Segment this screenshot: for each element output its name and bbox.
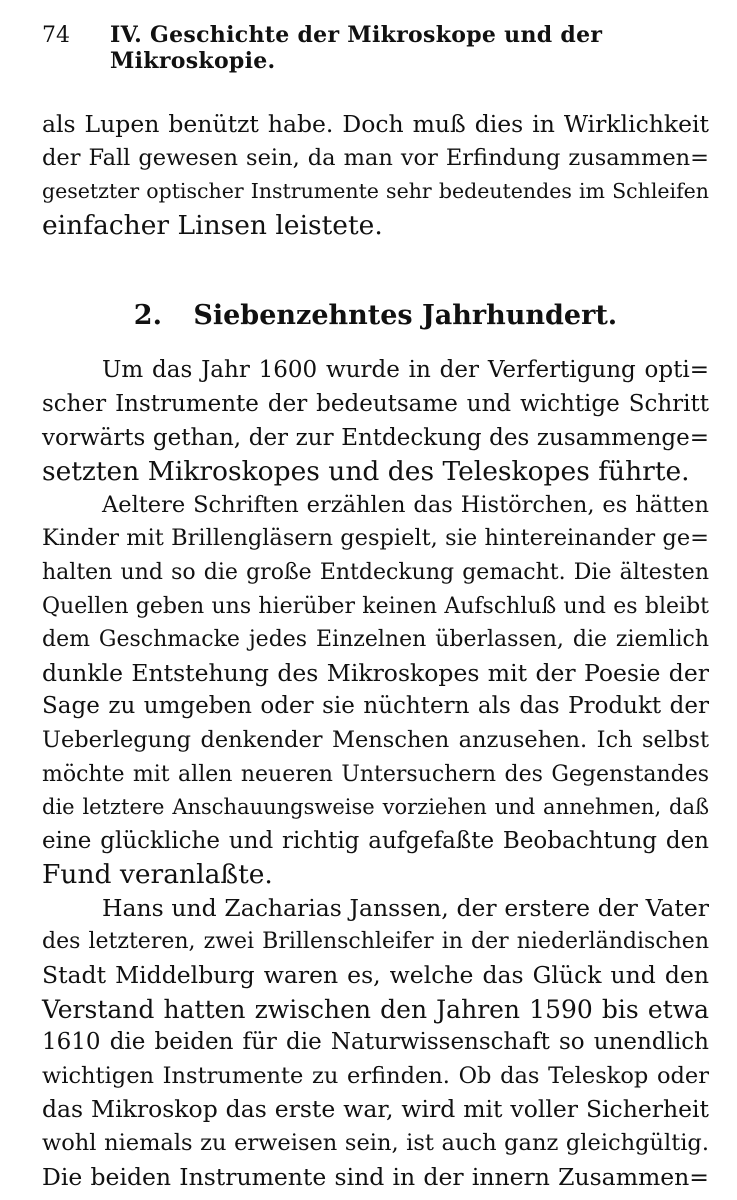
text-line: Aeltere Schriften erzählen das Histörchen, es hätten [102, 491, 709, 518]
text-line: wohl niemals zu erweisen sein, ist auch ganz gleichgültig. [42, 1130, 709, 1157]
running-title: IV. Geschichte der Mikroskope und der Mikroskopie. [110, 22, 603, 74]
text-line: gesetzter optischer Instrumente sehr bedeutendes im Schleifen [42, 179, 709, 204]
text-line: Fund veranlaßte. [42, 859, 273, 891]
text-line: vorwärts gethan, der zur Entdeckung des zusammenge= [42, 424, 709, 451]
text-line: Ueberlegung denkender Menschen anzusehen. Ich selbst [42, 726, 709, 753]
text-line: setzten Mikroskopes und des Teleskopes führte. [42, 456, 690, 488]
text-line: die letztere Anschauungsweise vorziehen und annehmen, daß [42, 795, 709, 820]
section-number: 2. [133, 300, 162, 332]
text-line: der Fall gewesen sein, da man vor Erfindung zusammen= [42, 144, 709, 171]
text-line: Quellen geben uns hierüber keinen Aufschluß und es bleibt [42, 593, 709, 619]
paragraph [42, 489, 709, 892]
paragraph [42, 354, 709, 488]
text-line: Verstand hatten zwischen den Jahren 1590 bis etwa [42, 994, 709, 1024]
text-line: dem Geschmacke jedes Einzelnen überlassen, die ziemlich [42, 627, 709, 653]
body-paragraphs [42, 354, 709, 1194]
section-heading [42, 292, 709, 340]
text-line: Stadt Middelburg waren es, welche das Glück und den [42, 961, 709, 990]
text-line: wichtigen Instrumente zu erfinden. Ob das Teleskop oder [42, 1062, 709, 1089]
continuation-paragraph [42, 108, 709, 242]
text-line: möchte mit allen neueren Untersuchern des Gegenstandes [42, 761, 709, 787]
page-number: 74 [42, 23, 70, 48]
text-line: 1610 die beiden für die Naturwissenschaft so unendlich [42, 1029, 709, 1056]
text-line: halten und so die große Entdeckung gemacht. Die ältesten [42, 559, 709, 585]
paragraph [42, 892, 709, 1194]
running-head [42, 22, 709, 74]
text-line: Die beiden Instrumente sind in der innern Zusammen= [42, 1162, 709, 1191]
text-line: scher Instrumente der bedeutsame und wichtige Schritt [42, 390, 709, 417]
text-line: des letzteren, zwei Brillenschleifer in der niederländischen [42, 929, 709, 955]
text-line: eine glückliche und richtig aufgefaßte Beobachtung den [42, 827, 709, 854]
text-line: Hans und Zacharias Janssen, der erstere der Vater [102, 893, 709, 922]
text-line: Kinder mit Brillengläsern gespielt, sie hintereinander ge= [42, 525, 709, 552]
text-line: als Lupen benützt habe. Doch muß dies in Wirklichkeit [42, 110, 709, 138]
text-line: Um das Jahr 1600 wurde in der Verfertigung opti= [102, 357, 709, 384]
text-line: dunkle Entstehung des Mikroskopes mit der Poesie der [42, 658, 709, 687]
text-line: das Mikroskop das erste war, wird mit voller Sicherheit [42, 1095, 709, 1124]
section-title: Siebenzehntes Jahrhundert. [193, 300, 618, 332]
text-line: einfacher Linsen leistete. [42, 209, 383, 241]
text-line: Sage zu umgeben oder sie nüchtern als das Produkt der [42, 693, 709, 720]
